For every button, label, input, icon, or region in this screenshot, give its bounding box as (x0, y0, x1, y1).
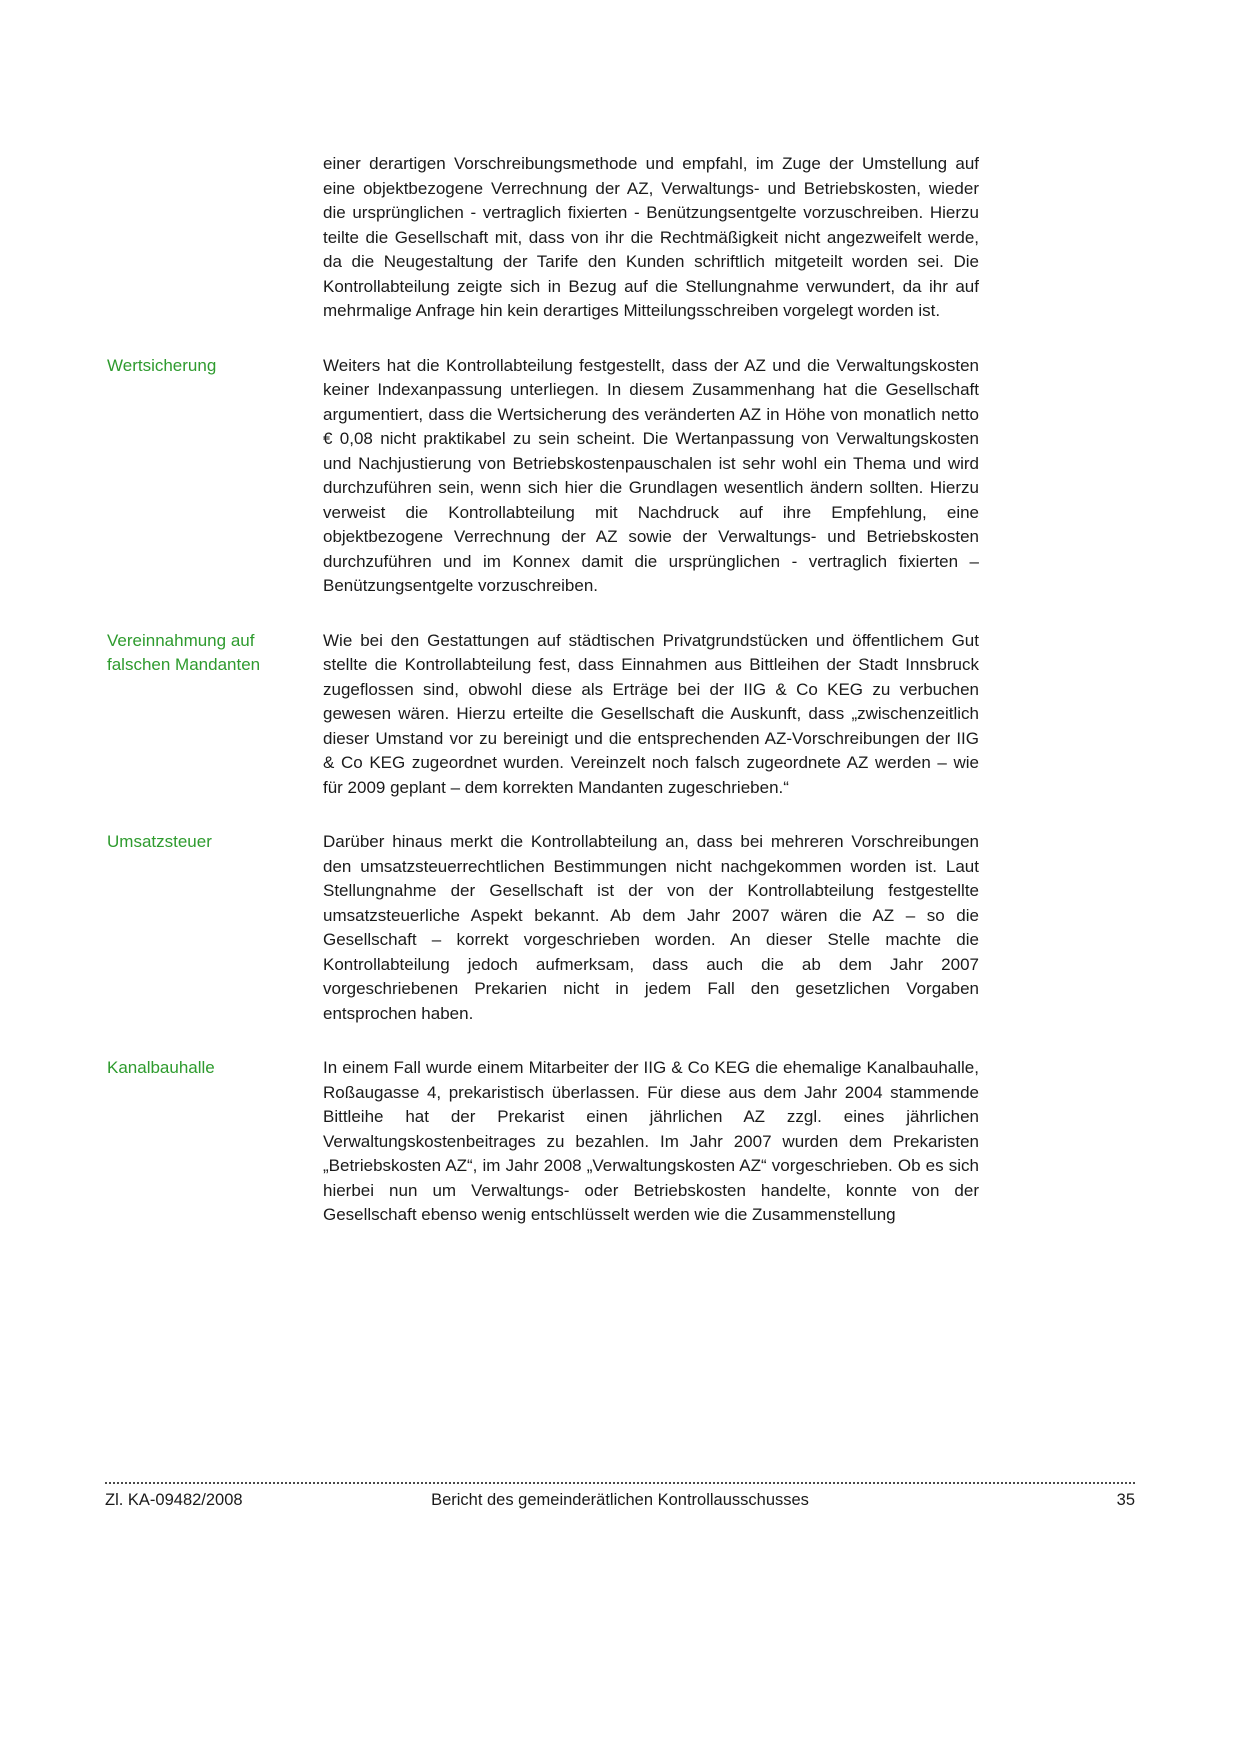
margin-label: Umsatzsteuer (107, 832, 212, 851)
body-paragraph: In einem Fall wurde einem Mitarbeiter der IIG & Co KEG die ehemalige Kanalbauhalle, Roßaugasse 4, prekaristisch überlassen. Für diese aus dem Jahr 2004 stammende Bittleihe hat der Prekarist einen jährlichen AZ zzgl. eines jährlichen Verwaltungskostenbeitrages zu bezahlen. Im Jahr 2007 wurden dem Prekaristen „Betriebskosten AZ“, im Jahr 2008 „Verwaltungskosten AZ“ vorgeschrieben. Ob es sich hierbei nun um Verwaltungs- oder Betriebskosten handelte, konnte von der Gesellschaft ebenso wenig entschlüsselt werden wie die Zusammenstellung (323, 1058, 979, 1224)
footer-page-number: 35 (1116, 1491, 1135, 1509)
footer-row (105, 1491, 1135, 1510)
section-umsatzsteuer (107, 830, 979, 1026)
body-paragraph: einer derartigen Vorschreibungsmethode und empfahl, im Zuge der Umstellung auf eine objektbezogene Verrechnung der AZ, Verwaltungs- und Betriebskosten, wieder die ursprünglichen - vertraglich fixierten - Benützungsentgelte vorzuschreiben. Hierzu teilte die Gesellschaft mit, dass von ihr die Rechtmäßigkeit nicht angezweifelt werde, da die Neugestaltung der Tarife den Kunden schriftlich mitgeteilt worden sei. Die Kontrollabteilung zeigte sich in Bezug auf die Stellungnahme verwundert, da ihr auf mehrmalige Anfrage hin kein derartiges Mitteilungsschreiben vorgelegt worden ist. (323, 154, 979, 320)
body-paragraph: Weiters hat die Kontrollabteilung festgestellt, dass der AZ und die Verwaltungskosten keiner Indexanpassung unterliegen. In diesem Zusammenhang hat die Gesellschaft argumentiert, dass die Wertsicherung des veränderten AZ in Höhe von monatlich netto € 0,08 nicht praktikabel zu sein scheint. Die Wertanpassung von Verwaltungskosten und Nachjustierung von Betriebskostenpauschalen ist sehr wohl ein Thema und wird durchzuführen sein, wenn sich hier die Grundlagen wesentlich ändern sollten. Hierzu verweist die Kontrollabteilung mit Nachdruck auf ihre Empfehlung, eine objektbezogene Verrechnung der AZ sowie der Verwaltungs- und Betriebskosten durchzuführen und im Konnex damit die ursprünglichen - vertraglich fixierten – Benützungsentgelte vorzuschreiben. (323, 355, 979, 595)
section-wertsicherung (107, 354, 979, 599)
page-body (107, 152, 979, 1258)
body-paragraph: Darüber hinaus merkt die Kontrollabteilung an, dass bei mehreren Vorschreibungen den umsatzsteuerrechtlichen Bestimmungen nicht nachgekommen worden ist. Laut Stellungnahme der Gesellschaft ist der von der Kontrollabteilung festgestellte umsatzsteuerliche Aspekt bekannt. Ab dem Jahr 2007 wären die AZ – so die Gesellschaft – korrekt vorgeschrieben worden. An dieser Stelle machte die Kontrollabteilung jedoch aufmerksam, dass auch die ab dem Jahr 2007 vorgeschriebenen Prekarien nicht in jedem Fall den gesetzlichen Vorgaben entsprochen haben. (323, 832, 979, 1023)
footer-dotted-rule (105, 1482, 1135, 1484)
page-footer (105, 1482, 1135, 1510)
footer-report-title: Bericht des gemeinderätlichen Kontrollausschusses (431, 1491, 809, 1509)
margin-label: Wertsicherung (107, 355, 217, 375)
section-vereinnahmung (107, 629, 979, 801)
section-continuation (107, 152, 979, 324)
margin-label: Kanalbauhalle (107, 1058, 215, 1077)
body-paragraph: Wie bei den Gestattungen auf städtischen Privatgrundstücken und öffentlichem Gut stellte die Kontrollabteilung fest, dass Einnahmen aus Bittleihen der Stadt Innsbruck zugeflossen sind, obwohl diese als Erträge bei der IIG & Co KEG zu verbuchen gewesen wären. Hierzu erteilte die Gesellschaft die Auskunft, dass „zwischenzeitlich dieser Umstand vor zu bereinigt und die entsprechenden AZ-Vorschreibungen der IIG & Co KEG zugeordnet wurden. Vereinzelt noch falsch zugeordnete AZ werden – wie für 2009 geplant – dem korrekten Mandanten zugeschrieben.“ (323, 630, 979, 797)
margin-label: Vereinnahmung auf falschen Mandanten (107, 630, 261, 674)
footer-reference-number: Zl. KA-09482/2008 (105, 1491, 243, 1509)
section-kanalbauhalle (107, 1056, 979, 1228)
